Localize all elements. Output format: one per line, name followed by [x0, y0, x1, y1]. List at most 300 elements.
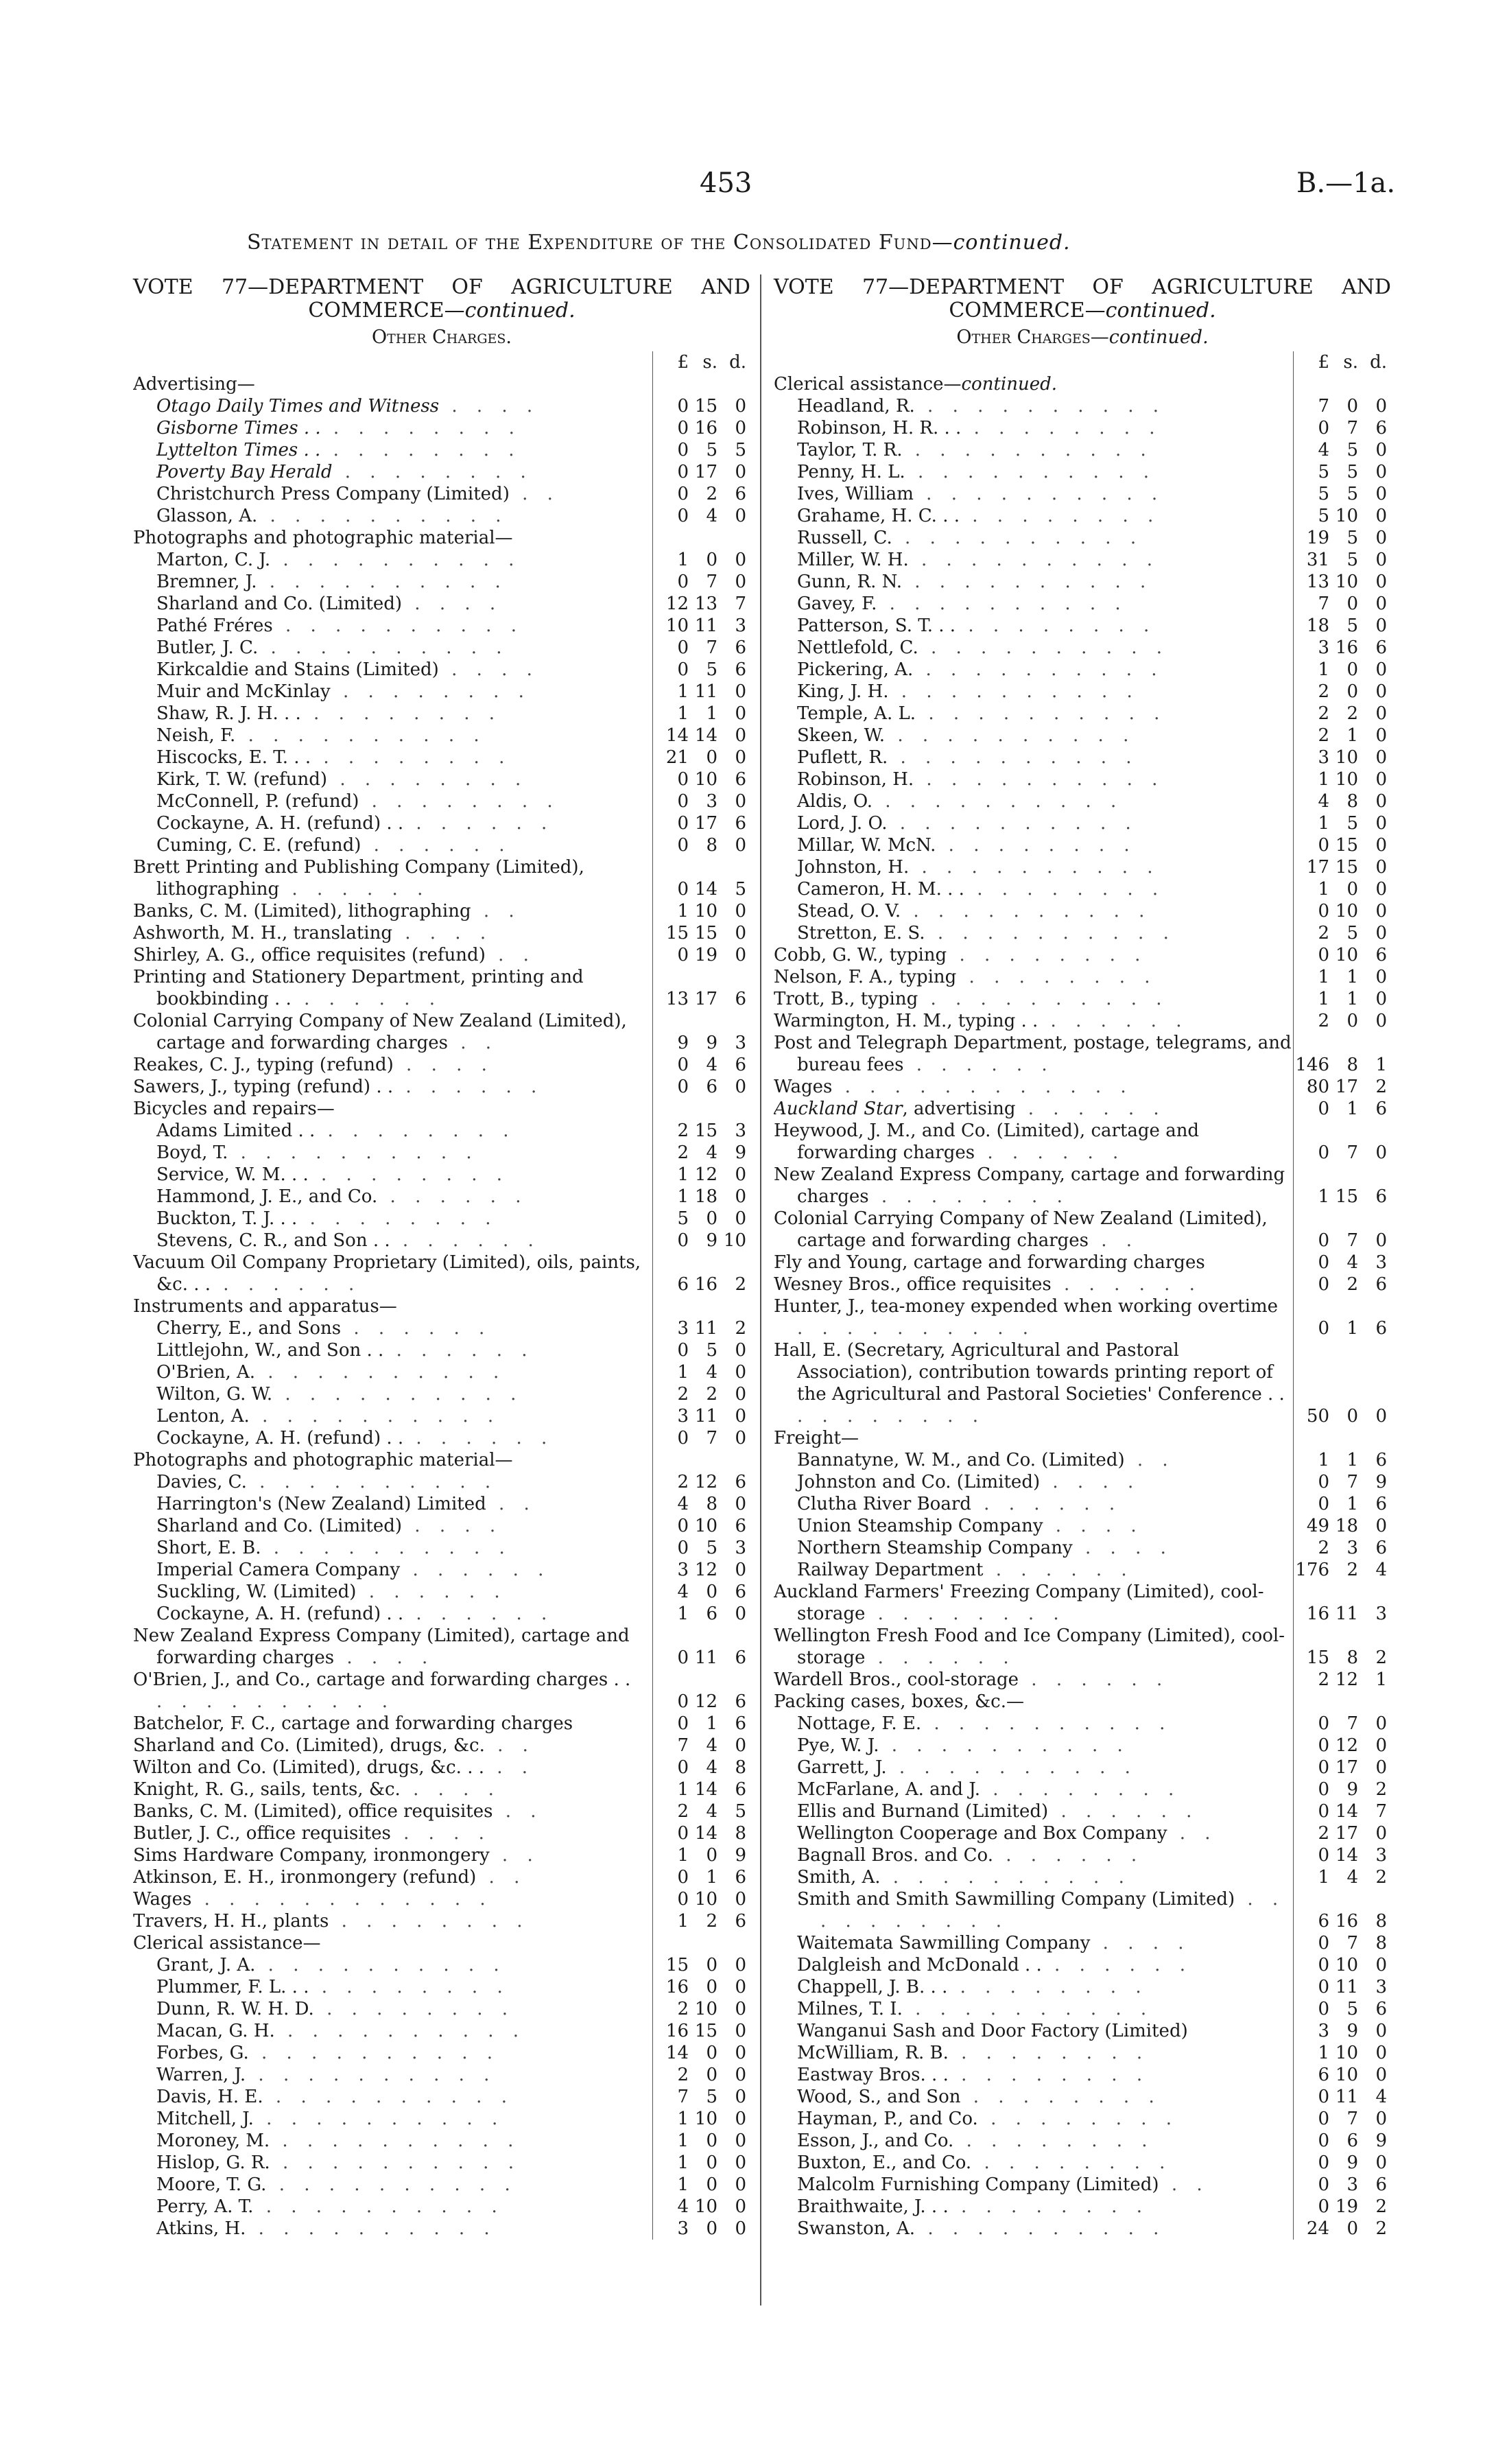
amount-shillings: 3 — [706, 791, 717, 812]
leader-dots: . . . . . . . . . . — [887, 813, 1138, 834]
entry-label — [774, 659, 1293, 681]
entry-text: Hall, E. (Secretary, Agricultural and Pastoral Association), contribution towards printing report of the Agricultural and Pastoral Societies' Conference . . — [774, 1340, 1285, 1405]
amount-pence: 0 — [1375, 2043, 1387, 2063]
expenditure-row — [133, 1757, 750, 1779]
amount-pounds: 16 — [665, 1977, 689, 1997]
amount-pounds: 0 — [677, 1538, 689, 1558]
amount-shillings: 0 — [1346, 396, 1358, 416]
entry-amount — [652, 944, 750, 966]
leader-dots: . . . . . . . . — [953, 2131, 1154, 2151]
expenditure-row — [774, 1888, 1391, 1932]
amount-shillings: 11 — [694, 615, 717, 636]
expenditure-row — [133, 1625, 750, 1669]
amount-pounds: 0 — [1318, 835, 1329, 856]
amount-pence: 0 — [1375, 967, 1387, 987]
leader-dots: . . . . . . . . . . — [880, 1867, 1131, 1888]
expenditure-row — [774, 1844, 1391, 1866]
amount-shillings: 1 — [1346, 1318, 1358, 1339]
amount-pounds: 2 — [677, 1801, 689, 1822]
amount-pence: 0 — [1375, 1757, 1387, 1778]
amount-pence: 6 — [1375, 1494, 1387, 1514]
entry-label — [133, 1800, 652, 1822]
entry-amount — [1293, 1779, 1391, 1800]
amount-pounds: 12 — [665, 594, 689, 614]
amount-pence: 6 — [1375, 2174, 1387, 2195]
leader-dots: . . . . . . — [403, 1428, 554, 1448]
amount-pounds: 1 — [677, 1186, 689, 1207]
leader-dots: . . . . . . — [971, 1494, 1122, 1514]
entry-label — [774, 2042, 1293, 2064]
amount-shillings: 11 — [694, 681, 717, 702]
amount-pence: 5 — [735, 1801, 746, 1822]
entry-text: Atkinson, E. H., ironmongery (refund) — [133, 1867, 477, 1888]
entry-label — [133, 2020, 652, 2042]
entry-label — [133, 1164, 652, 1186]
expenditure-row — [774, 1713, 1391, 1735]
amount-pence: 0 — [1375, 1142, 1387, 1163]
entry-amount — [652, 2020, 750, 2042]
leader-dots: . . . . . . — [1048, 1801, 1199, 1822]
entry-text: Plummer, F. L. . . — [156, 1977, 309, 1997]
expenditure-row — [774, 1295, 1391, 1339]
leader-dots: . . . . . . — [356, 1582, 507, 1602]
amount-shillings: 12 — [1335, 1669, 1358, 1690]
entry-label — [133, 944, 652, 966]
amount-pence: 2 — [1375, 1077, 1387, 1097]
entry-amount — [652, 1713, 750, 1735]
amount-pounds: 3 — [1318, 747, 1329, 768]
leader-dots: . . . . . . — [291, 989, 442, 1009]
amount-pence: 0 — [1375, 1955, 1387, 1975]
entry-text: Wages — [133, 1889, 192, 1910]
amount-shillings: 7 — [1346, 1472, 1358, 1492]
expenditure-row — [133, 373, 750, 395]
amount-shillings: 0 — [706, 1955, 717, 1975]
expenditure-row — [774, 2064, 1391, 2086]
entry-amount — [1293, 1076, 1391, 1098]
amount-pence: 6 — [1375, 1318, 1387, 1339]
entry-amount — [652, 2152, 750, 2174]
entry-text: Glasson, A. — [156, 506, 258, 526]
entry-label — [774, 988, 1293, 1010]
right-section-continued: continued. — [1108, 327, 1209, 348]
leader-dots: . . . . . . . . — [956, 615, 1156, 636]
expenditure-row — [133, 1888, 750, 1910]
amount-pounds: 0 — [677, 506, 689, 526]
leader-dots: . . . . . . — [903, 1055, 1054, 1075]
entry-label — [774, 2174, 1293, 2196]
leader-dots: . . . . . . . . . . — [255, 1362, 506, 1383]
page-number: 453 — [700, 167, 752, 199]
amount-pence: 6 — [1375, 637, 1387, 658]
leader-dots: . . . . — [438, 659, 539, 680]
entry-text: Cameron, H. M. . . — [797, 879, 964, 900]
entry-text: Banks, C. M. (Limited), office requisites — [133, 1801, 493, 1822]
leader-dots: . . . . . . . . . . — [918, 637, 1170, 658]
entry-amount — [1293, 2196, 1391, 2218]
amount-pence: 0 — [1375, 2065, 1387, 2085]
amount-pounds: 15 — [665, 923, 689, 943]
entry-label — [774, 527, 1293, 549]
entry-label — [774, 1010, 1293, 1032]
leader-dots: . . . . . . . . . . — [886, 1757, 1137, 1778]
entry-amount — [1293, 637, 1391, 659]
expenditure-row — [133, 1186, 750, 1208]
amount-pence: 0 — [1375, 440, 1387, 460]
entry-amount — [1293, 1164, 1391, 1208]
amount-pence: 0 — [735, 1494, 746, 1514]
amount-pence: 0 — [735, 2218, 746, 2239]
expenditure-row — [774, 1164, 1391, 1208]
expenditure-row — [133, 1603, 750, 1625]
amount-pounds: 1 — [1318, 989, 1329, 1009]
amount-pence: 0 — [735, 418, 746, 438]
entry-amount — [1293, 461, 1391, 483]
leader-dots: . . . . — [390, 1823, 491, 1844]
entry-label — [774, 1669, 1293, 1691]
entry-amount — [1293, 417, 1391, 439]
amount-pence: 0 — [735, 1560, 746, 1580]
amount-pence: 0 — [735, 2043, 746, 2063]
entry-label — [774, 461, 1293, 483]
entry-label — [133, 1339, 652, 1361]
expenditure-row — [133, 1976, 750, 1998]
leader-dots: . . . . . . . . . . — [246, 1472, 498, 1492]
entry-amount — [652, 1954, 750, 1976]
expenditure-row — [133, 747, 750, 768]
entry-text: Mitchell, J. — [156, 2109, 254, 2129]
amount-pence: 0 — [735, 901, 746, 922]
expenditure-row — [133, 1559, 750, 1581]
amount-shillings: 4 — [706, 506, 717, 526]
leader-dots: . . . . . . . . . . — [888, 681, 1139, 702]
entry-text: Smith, A. — [797, 1867, 881, 1888]
amount-pounds: 1 — [677, 2109, 689, 2129]
entry-text: Reakes, C. J., typing (refund) — [133, 1055, 394, 1075]
leader-dots: . . . . . . — [361, 835, 512, 856]
entry-amount — [652, 834, 750, 856]
entry-label — [133, 1910, 652, 1932]
leader-dots: . . . . . . . . . . — [902, 440, 1153, 460]
amount-shillings: 0 — [706, 2218, 717, 2239]
amount-pounds: 0 — [677, 440, 689, 460]
leader-dots: . . . . . . . . — [327, 769, 528, 790]
amount-pence: 8 — [1375, 1933, 1387, 1953]
leader-dots: . . — [484, 1757, 535, 1778]
amount-shillings: 5 — [706, 659, 717, 680]
amount-shillings: 2 — [1346, 1274, 1358, 1295]
expenditure-row — [774, 615, 1391, 637]
amount-pounds: 1 — [1318, 813, 1329, 834]
amount-pounds: 2 — [1318, 1669, 1329, 1690]
entry-amount — [652, 2042, 750, 2064]
amount-pounds: 0 — [677, 1230, 689, 1251]
entry-label — [774, 1274, 1293, 1295]
expenditure-row — [774, 417, 1391, 439]
leader-dots: . . . . . . . . — [948, 2065, 1150, 2085]
amount-shillings: 16 — [694, 1274, 717, 1295]
expenditure-row — [133, 1822, 750, 1844]
statement-heading-continued: continued. — [953, 231, 1071, 255]
leader-dots: . . . . . . . . — [964, 879, 1165, 900]
leader-dots: . . . . . . . . — [332, 462, 533, 482]
amount-pounds: 0 — [1318, 1142, 1329, 1163]
leader-dots: . . . . . . . . . . — [908, 550, 1159, 570]
amount-pounds: 7 — [677, 2087, 689, 2107]
expenditure-row — [133, 461, 750, 483]
right-vote-subtitle — [774, 299, 1391, 322]
entry-label — [133, 922, 652, 944]
amount-pence: 3 — [1375, 1252, 1387, 1273]
amount-pounds: 0 — [1318, 1735, 1329, 1756]
amount-pounds: 6 — [1318, 2065, 1329, 2085]
amount-pence: 0 — [735, 725, 746, 746]
entry-text: Butler, J. C., office requisites — [133, 1823, 391, 1844]
expenditure-row — [774, 2196, 1391, 2218]
amount-pounds: 1 — [1318, 2043, 1329, 2063]
entry-label — [774, 1559, 1293, 1581]
amount-pounds: 17 — [1306, 857, 1329, 878]
leader-dots: . . — [1167, 1823, 1218, 1844]
entry-amount — [652, 1449, 750, 1471]
entry-text: Miller, W. H. — [797, 550, 909, 570]
entry-label — [774, 1779, 1293, 1800]
amount-pence: 0 — [1375, 396, 1387, 416]
left-expenditure-list — [133, 373, 750, 2240]
entry-text: Stretton, E. S. — [797, 923, 925, 943]
entry-amount — [652, 1844, 750, 1866]
amount-pence: 0 — [735, 1999, 746, 2019]
amount-pence: 1 — [1375, 1055, 1387, 1075]
entry-label — [133, 1405, 652, 1427]
amount-shillings: 8 — [1346, 1647, 1358, 1668]
entry-label — [133, 615, 652, 637]
expenditure-row — [133, 2020, 750, 2042]
amount-pence: 0 — [735, 681, 746, 702]
entry-text: McWilliam, R. B. — [797, 2043, 949, 2063]
entry-text: Moore, T. G. — [156, 2174, 267, 2195]
entry-label — [133, 1252, 652, 1295]
amount-shillings: 1 — [706, 1867, 717, 1888]
entry-amount — [1293, 2042, 1391, 2064]
expenditure-row — [133, 1866, 750, 1888]
entry-amount — [652, 1120, 750, 1142]
amount-pence: 1 — [1375, 1669, 1387, 1690]
entry-text: Hammond, J. E., and Co. — [156, 1186, 378, 1207]
leader-dots: . . . . . . — [993, 1845, 1144, 1866]
amount-pence: 6 — [735, 1647, 746, 1668]
amount-pence: 2 — [735, 1274, 746, 1295]
amount-pence: 6 — [735, 769, 746, 790]
entry-amount — [1293, 659, 1391, 681]
amount-shillings: 10 — [1335, 769, 1358, 790]
entry-text: Warmington, H. M., typing . . — [774, 1011, 1039, 1031]
expenditure-row — [133, 1098, 750, 1120]
entry-amount — [652, 966, 750, 1010]
entry-label — [133, 1076, 652, 1098]
amount-pence: 6 — [1375, 1099, 1387, 1119]
amount-pounds: 5 — [1318, 484, 1329, 504]
entry-text: Buckton, T. J. . . — [156, 1208, 298, 1229]
entry-text: Bannatyne, W. M., and Co. (Limited) — [797, 1450, 1125, 1470]
amount-pounds: 0 — [1318, 1230, 1329, 1251]
right-section-title: Other Charges— — [956, 327, 1109, 348]
amount-pounds: 6 — [677, 1274, 689, 1295]
entry-amount — [652, 1208, 750, 1230]
entry-label — [133, 1669, 652, 1713]
entry-text: Macan, G. H. — [156, 2021, 275, 2041]
entry-label — [774, 637, 1293, 659]
leader-dots: . . — [484, 1735, 535, 1756]
amount-pence: 0 — [1375, 769, 1387, 790]
entry-amount — [652, 1186, 750, 1208]
entry-label — [133, 461, 652, 483]
expenditure-row — [774, 1010, 1391, 1032]
entry-amount — [1293, 1537, 1391, 1559]
amount-pence: 6 — [1375, 1538, 1387, 1558]
expenditure-row — [133, 1471, 750, 1493]
amount-pence: 0 — [735, 2131, 746, 2151]
expenditure-row — [774, 1779, 1391, 1800]
entry-label — [133, 1493, 652, 1515]
left-column — [133, 276, 750, 2240]
entry-amount — [652, 615, 750, 637]
expenditure-row — [133, 1142, 750, 1164]
entry-text: Forbes, G. — [156, 2043, 249, 2063]
entry-amount — [1293, 1295, 1391, 1339]
leader-dots: . . . . — [402, 1516, 503, 1536]
entry-text: Grahame, H. C. . . — [797, 506, 960, 526]
amount-shillings: 2 — [706, 1384, 717, 1405]
leader-dots: . . . . . . . . . . — [872, 791, 1124, 812]
leader-dots: . . . . — [1090, 1933, 1191, 1953]
amount-shillings: 4 — [706, 1362, 717, 1383]
entry-text: Johnston and Co. (Limited) — [797, 1472, 1041, 1492]
entry-text: Batchelor, F. C., cartage and forwarding charges — [133, 1713, 573, 1734]
leader-dots: . . . . . . . . . . — [888, 747, 1139, 768]
entry-label — [133, 2042, 652, 2064]
amount-pence: 6 — [1375, 945, 1387, 965]
amount-pence: 0 — [735, 1604, 746, 1624]
entry-amount — [1293, 1032, 1391, 1076]
amount-pounds: 1 — [677, 2174, 689, 2195]
entry-label — [774, 768, 1293, 790]
amount-pounds: 0 — [1318, 901, 1329, 922]
amount-pounds: 13 — [1306, 572, 1329, 592]
entry-text: Headland, R. — [797, 396, 915, 416]
amount-pence: 6 — [1375, 1450, 1387, 1470]
entry-amount — [1293, 1998, 1391, 2020]
entry-amount — [1293, 1822, 1391, 1844]
entry-amount — [1293, 790, 1391, 812]
entry-label — [133, 856, 652, 900]
entry-amount — [1293, 615, 1391, 637]
entry-label — [774, 1120, 1293, 1164]
entry-amount — [1293, 395, 1391, 417]
entry-amount — [1293, 593, 1391, 615]
amount-shillings: 10 — [694, 1889, 717, 1910]
entry-amount — [1293, 988, 1391, 1010]
entry-amount — [652, 417, 750, 439]
expenditure-row — [133, 1317, 750, 1339]
amount-pence: 0 — [1375, 1011, 1387, 1031]
expenditure-row — [774, 725, 1391, 747]
leader-dots: . . . . . . . . . . — [902, 1999, 1154, 2019]
entry-text: Nottage, F. E. — [797, 1713, 922, 1734]
leader-dots: . . . . . . . . . . — [258, 637, 509, 658]
entry-text: Ellis and Burnand (Limited) — [797, 1801, 1049, 1822]
entry-amount — [1293, 1713, 1391, 1735]
right-pence-header: d. — [1370, 352, 1387, 373]
amount-pence: 8 — [735, 1757, 746, 1778]
amount-shillings: 15 — [1335, 835, 1358, 856]
leader-dots: . . — [1124, 1450, 1175, 1470]
amount-pence: 0 — [735, 2152, 746, 2173]
entry-label — [133, 747, 652, 768]
amount-shillings: 0 — [1346, 1011, 1358, 1031]
amount-pence: 0 — [735, 1164, 746, 1185]
amount-shillings: 0 — [706, 2152, 717, 2173]
entry-text: Knight, R. G., sails, tents, &c. — [133, 1779, 401, 1800]
leader-dots: . . . . . . — [393, 1077, 544, 1097]
amount-shillings: 17 — [1335, 1077, 1358, 1097]
entry-label — [133, 1186, 652, 1208]
entry-amount — [652, 461, 750, 483]
expenditure-row — [133, 703, 750, 725]
expenditure-row — [774, 922, 1391, 944]
expenditure-row — [774, 1339, 1391, 1427]
expenditure-row — [133, 1669, 750, 1713]
entry-text: Wesney Bros., office requisites — [774, 1274, 1052, 1295]
entry-text: Littlejohn, W., and Son . . — [156, 1340, 384, 1361]
entry-amount — [1293, 2064, 1391, 2086]
entry-text: Marton, C. J. — [156, 550, 271, 570]
left-pounds-header: £ — [677, 352, 689, 373]
expenditure-row — [774, 703, 1391, 725]
amount-shillings: 14 — [1335, 1801, 1358, 1822]
entry-amount — [652, 703, 750, 725]
expenditure-row — [774, 1515, 1391, 1537]
amount-shillings: 4 — [706, 1735, 717, 1756]
entry-text: Esson, J., and Co. — [797, 2131, 954, 2151]
amount-pounds: 0 — [677, 945, 689, 965]
entry-text: Clerical assistance— — [133, 1933, 321, 1953]
amount-shillings: 7 — [706, 572, 717, 592]
entry-amount — [652, 1888, 750, 1910]
expenditure-row — [774, 1076, 1391, 1098]
left-vote-title: VOTE 77—DEPARTMENT OF AGRICULTURE AND — [133, 275, 750, 299]
entry-label — [774, 790, 1293, 812]
amount-pence: 9 — [1375, 1472, 1387, 1492]
leader-dots: . . — [1089, 1230, 1139, 1251]
amount-shillings: 1 — [706, 1713, 717, 1734]
amount-shillings: 10 — [694, 769, 717, 790]
right-vote-title: VOTE 77—DEPARTMENT OF AGRICULTURE AND — [774, 275, 1391, 299]
amount-pence: 8 — [1375, 1911, 1387, 1932]
entry-amount — [1293, 1669, 1391, 1691]
entry-text: Moroney, M. — [156, 2131, 270, 2151]
amount-pence: 0 — [735, 1428, 746, 1448]
right-shillings-header: s. — [1343, 352, 1358, 373]
entry-amount — [652, 747, 750, 768]
leader-dots: . . . . — [393, 1055, 494, 1075]
expenditure-row — [774, 593, 1391, 615]
leader-dots: . . . . . . . . — [797, 1406, 985, 1427]
leader-dots: . . — [1159, 2174, 1209, 2195]
entry-text: Neish, F. — [156, 725, 236, 746]
expenditure-row — [133, 483, 750, 505]
amount-pence: 6 — [1375, 1186, 1387, 1207]
